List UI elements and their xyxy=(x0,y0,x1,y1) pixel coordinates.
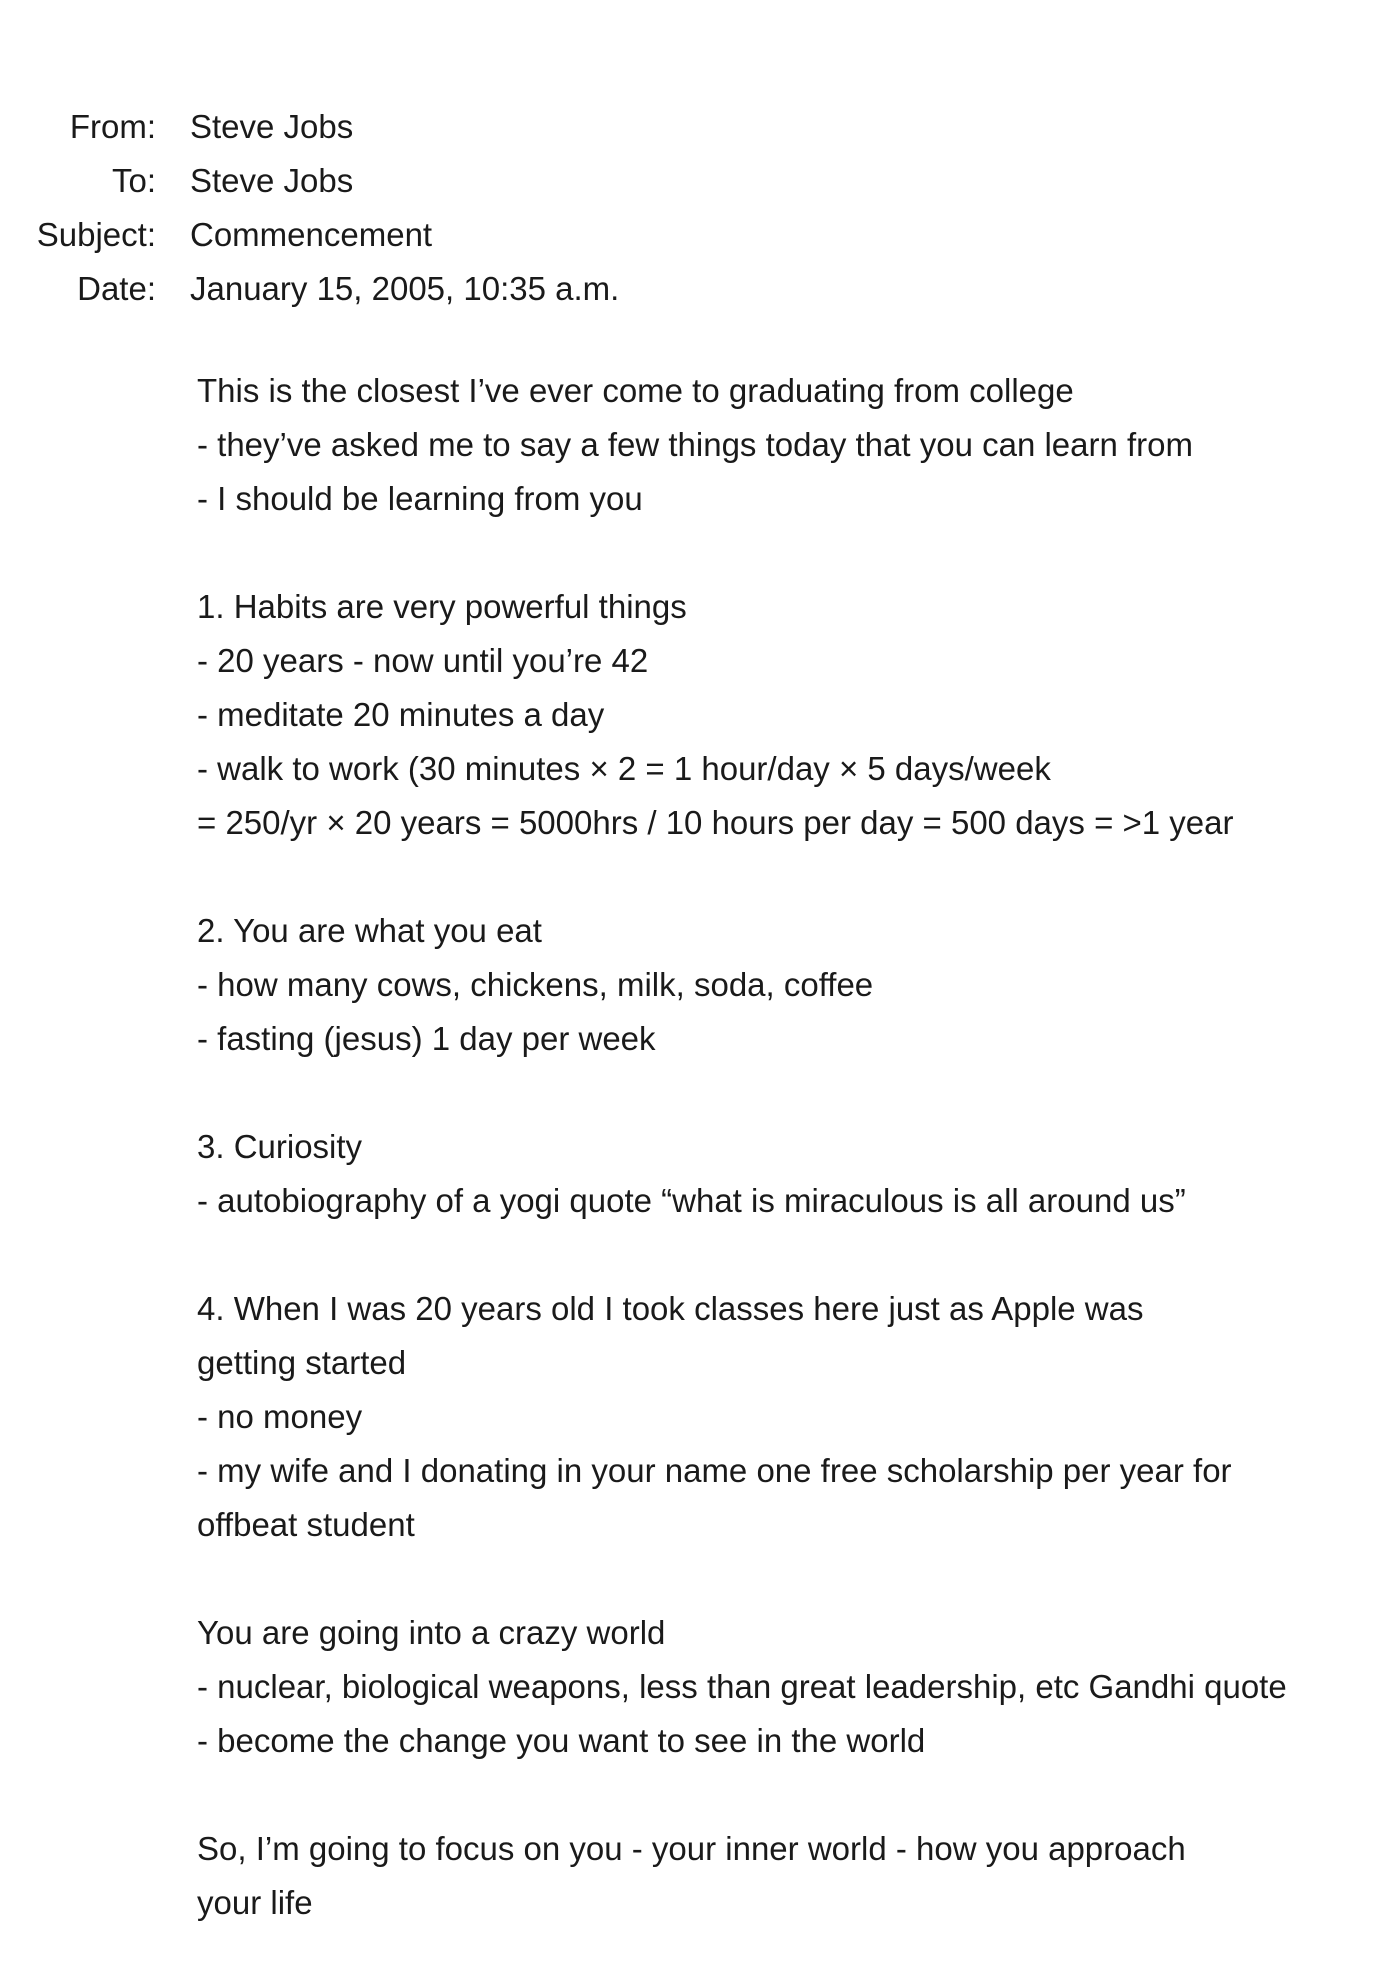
paragraph-crazy-world xyxy=(197,1606,1377,1768)
email-body xyxy=(197,364,1377,1984)
body-line: - nuclear, biological weapons, less than great leadership, etc Gandhi quote xyxy=(197,1668,1287,1705)
header-to-value: Steve Jobs xyxy=(190,162,354,199)
header-to-row xyxy=(0,154,1391,208)
body-line: - no money xyxy=(197,1398,363,1435)
body-line: 1. Habits are very powerful things xyxy=(197,588,687,625)
body-line: getting started xyxy=(197,1344,407,1381)
body-line: - my wife and I donating in your name one free scholarship per year for xyxy=(197,1452,1232,1489)
paragraph-intro xyxy=(197,364,1377,526)
body-line: - meditate 20 minutes a day xyxy=(197,696,605,733)
body-line: - autobiography of a yogi quote “what is miraculous is all around us” xyxy=(197,1182,1186,1219)
body-line: 3. Curiosity xyxy=(197,1128,363,1165)
body-line: 4. When I was 20 years old I took classes here just as Apple was xyxy=(197,1290,1144,1327)
body-line: So, I’m going to focus on you - your inner world - how you approach xyxy=(197,1830,1186,1867)
body-line: - become the change you want to see in the world xyxy=(197,1722,926,1759)
body-line: = 250/yr × 20 years = 5000hrs / 10 hours per day = 500 days = >1 year xyxy=(197,804,1234,841)
header-from-value: Steve Jobs xyxy=(190,108,354,145)
paragraph-curiosity xyxy=(197,1120,1377,1228)
body-line: You are going into a crazy world xyxy=(197,1614,666,1651)
paragraph-habits xyxy=(197,580,1377,850)
body-line: - fasting (jesus) 1 day per week xyxy=(197,1020,656,1057)
header-subject-label: Subject: xyxy=(36,216,156,253)
body-line: - they’ve asked me to say a few things today that you can learn from xyxy=(197,426,1194,463)
header-to-label: To: xyxy=(111,162,156,199)
paragraph-focus xyxy=(197,1822,1377,1930)
paragraph-twenty xyxy=(197,1282,1377,1552)
body-line: - 20 years - now until you’re 42 xyxy=(197,642,649,679)
body-line: This is the closest I’ve ever come to graduating from college xyxy=(197,372,1074,409)
email-headers xyxy=(0,100,1391,316)
body-line: - how many cows, chickens, milk, soda, coffee xyxy=(197,966,874,1003)
body-line: your life xyxy=(197,1884,313,1921)
header-date-label: Date: xyxy=(77,270,156,307)
header-from-label: From: xyxy=(69,108,156,145)
header-date-value: January 15, 2005, 10:35 a.m. xyxy=(190,270,620,307)
header-date-row xyxy=(0,262,1391,316)
header-subject-value: Commencement xyxy=(190,216,433,253)
header-subject-row xyxy=(0,208,1391,262)
body-line: - I should be learning from you xyxy=(197,480,643,517)
header-from-row xyxy=(0,100,1391,154)
paragraph-eat xyxy=(197,904,1377,1066)
body-line: 2. You are what you eat xyxy=(197,912,542,949)
body-line: offbeat student xyxy=(197,1506,415,1543)
body-line: - walk to work (30 minutes × 2 = 1 hour/day × 5 days/week xyxy=(197,750,1051,787)
